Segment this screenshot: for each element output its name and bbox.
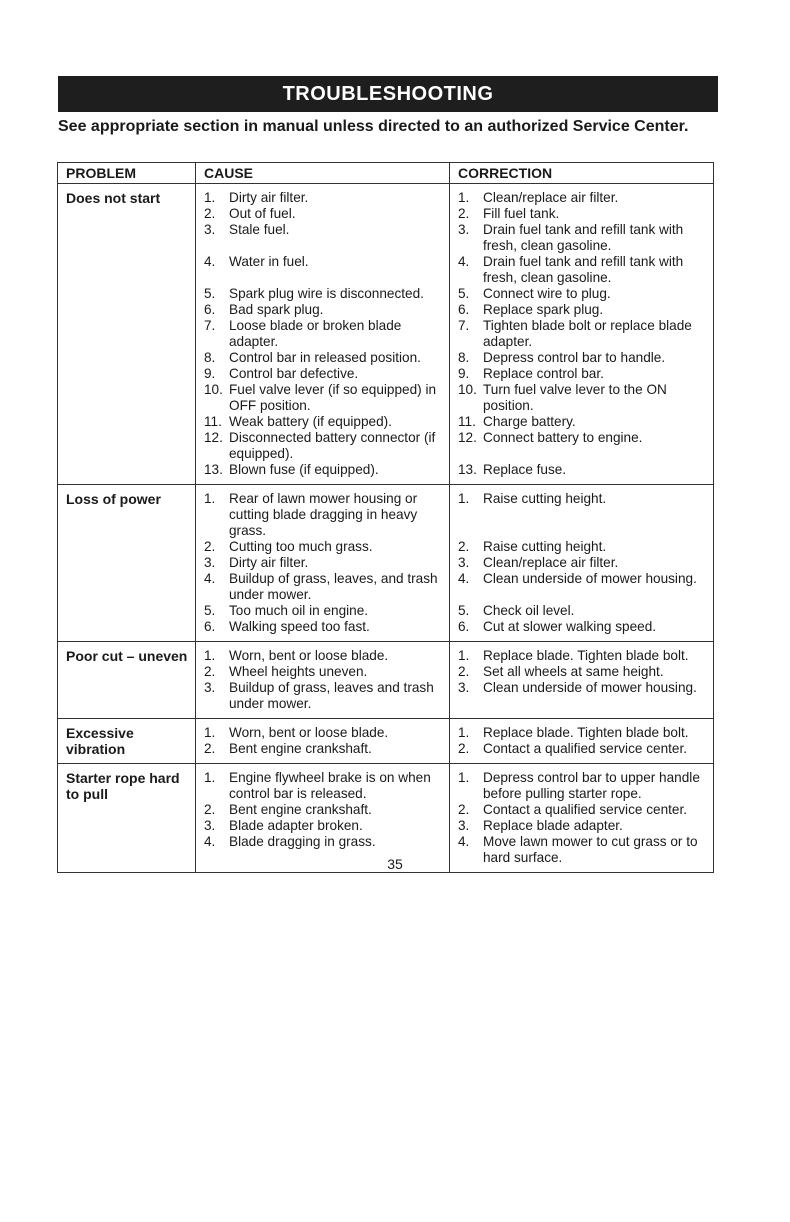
cause-number: 10. [204, 382, 223, 397]
cause-text: Walking speed too fast. [229, 619, 370, 634]
correction-text: Tighten blade bolt or replace blade adapter. [483, 318, 692, 349]
cause-text: Buildup of grass, leaves and trash under mower. [229, 680, 434, 711]
correction-item [458, 725, 711, 741]
correction-number: 10. [458, 382, 477, 397]
correction-text: Set all wheels at same height. [483, 664, 664, 679]
correction-number: 5. [458, 603, 470, 618]
cause-number: 3. [204, 680, 216, 695]
cause-text: Worn, bent or loose blade. [229, 648, 389, 663]
correction-item [458, 206, 711, 222]
cause-text: Blown fuse (if equipped). [229, 462, 379, 477]
correction-item [458, 491, 711, 539]
cause-text: Blade dragging in grass. [229, 834, 376, 849]
correction-text: Clean underside of mower housing. [483, 680, 697, 695]
correction-item [458, 318, 711, 350]
correction-item [458, 302, 711, 318]
correction-number: 2. [458, 802, 470, 817]
correction-list [458, 648, 711, 712]
problem-cell: Loss of power [58, 485, 196, 642]
correction-number: 13. [458, 462, 477, 477]
cause-number: 11. [204, 414, 222, 429]
cause-cell [196, 184, 450, 485]
cause-item [204, 491, 447, 539]
cause-number: 9. [204, 366, 216, 381]
table-row [58, 184, 714, 485]
cause-list [204, 648, 447, 712]
cause-list [204, 725, 447, 757]
cause-item [204, 318, 447, 350]
correction-item [458, 619, 711, 635]
cause-number: 4. [204, 571, 216, 586]
problem-cell: Excessive vibration [58, 719, 196, 764]
correction-cell [450, 642, 714, 719]
correction-item [458, 555, 711, 571]
correction-number: 1. [458, 190, 470, 205]
correction-list [458, 491, 711, 635]
header-cause: CAUSE [196, 163, 450, 184]
cause-text: Weak battery (if equipped). [229, 414, 392, 429]
correction-number: 4. [458, 571, 470, 586]
correction-number: 3. [458, 680, 470, 695]
correction-number: 1. [458, 725, 470, 740]
page-title: TROUBLESHOOTING [58, 76, 718, 112]
correction-text: Charge battery. [483, 414, 576, 429]
table-header-row [58, 163, 714, 184]
cause-text: Disconnected battery connector (if equipped). [229, 430, 436, 461]
correction-item [458, 648, 711, 664]
cause-item [204, 770, 447, 802]
correction-number: 1. [458, 491, 470, 506]
cause-item [204, 571, 447, 603]
cause-number: 4. [204, 834, 216, 849]
cause-item [204, 725, 447, 741]
correction-number: 1. [458, 770, 470, 785]
cause-text: Fuel valve lever (if so equipped) in OFF position. [229, 382, 437, 413]
cause-number: 4. [204, 254, 216, 269]
cause-cell [196, 642, 450, 719]
correction-text: Clean/replace air filter. [483, 190, 619, 205]
correction-text: Replace blade. Tighten blade bolt. [483, 648, 689, 663]
correction-item [458, 818, 711, 834]
cause-number: 5. [204, 286, 216, 301]
cause-number: 1. [204, 648, 216, 663]
correction-number: 2. [458, 539, 470, 554]
correction-text: Contact a qualified service center. [483, 741, 688, 756]
correction-item [458, 539, 711, 555]
correction-number: 3. [458, 555, 470, 570]
correction-number: 2. [458, 206, 470, 221]
troubleshooting-table [57, 162, 714, 873]
cause-item [204, 206, 447, 222]
correction-text: Check oil level. [483, 603, 575, 618]
correction-number: 7. [458, 318, 470, 333]
cause-text: Wheel heights uneven. [229, 664, 368, 679]
cause-text: Bad spark plug. [229, 302, 324, 317]
correction-item [458, 414, 711, 430]
cause-text: Cutting too much grass. [229, 539, 373, 554]
cause-text: Water in fuel. [229, 254, 309, 269]
correction-item [458, 802, 711, 818]
cause-text: Too much oil in engine. [229, 603, 369, 618]
correction-text: Connect battery to engine. [483, 430, 643, 445]
cause-item [204, 680, 447, 712]
correction-item [458, 286, 711, 302]
problem-cell: Does not start [58, 184, 196, 485]
cause-number: 1. [204, 491, 216, 506]
correction-item [458, 254, 711, 286]
correction-number: 5. [458, 286, 470, 301]
cause-list [204, 770, 447, 866]
cause-number: 7. [204, 318, 216, 333]
correction-number: 8. [458, 350, 470, 365]
cause-item [204, 603, 447, 619]
cause-number: 3. [204, 555, 216, 570]
correction-cell [450, 485, 714, 642]
cause-item [204, 555, 447, 571]
correction-text: Replace control bar. [483, 366, 604, 381]
cause-item [204, 286, 447, 302]
cause-item [204, 254, 447, 286]
correction-text: Clean/replace air filter. [483, 555, 619, 570]
correction-number: 2. [458, 664, 470, 679]
correction-number: 2. [458, 741, 470, 756]
correction-number: 11. [458, 414, 476, 429]
correction-cell [450, 719, 714, 764]
cause-cell [196, 719, 450, 764]
cause-number: 2. [204, 664, 216, 679]
cause-number: 12. [204, 430, 223, 445]
correction-item [458, 430, 711, 462]
cause-item [204, 430, 447, 462]
cause-item [204, 802, 447, 818]
cause-item [204, 539, 447, 555]
correction-text: Raise cutting height. [483, 491, 607, 506]
cause-item [204, 222, 447, 254]
cause-text: Worn, bent or loose blade. [229, 725, 389, 740]
correction-cell [450, 184, 714, 485]
cause-number: 5. [204, 603, 216, 618]
cause-item [204, 619, 447, 635]
cause-text: Stale fuel. [229, 222, 290, 237]
correction-item [458, 462, 711, 478]
correction-text: Clean underside of mower housing. [483, 571, 697, 586]
correction-item [458, 770, 711, 802]
cause-item [204, 382, 447, 414]
cause-item [204, 414, 447, 430]
cause-item [204, 302, 447, 318]
cause-text: Loose blade or broken blade adapter. [229, 318, 402, 349]
cause-text: Control bar in released position. [229, 350, 421, 365]
cause-number: 1. [204, 770, 216, 785]
cause-number: 2. [204, 539, 216, 554]
correction-text: Replace blade adapter. [483, 818, 623, 833]
header-problem: PROBLEM [58, 163, 196, 184]
cause-number: 1. [204, 190, 216, 205]
problem-cell: Poor cut – uneven [58, 642, 196, 719]
correction-text: Move lawn mower to cut grass or to hard surface. [483, 834, 698, 865]
correction-text: Turn fuel valve lever to the ON position. [483, 382, 667, 413]
cause-text: Spark plug wire is disconnected. [229, 286, 424, 301]
cause-cell [196, 485, 450, 642]
correction-item [458, 571, 711, 603]
cause-number: 2. [204, 206, 216, 221]
cause-number: 2. [204, 802, 216, 817]
cause-item [204, 366, 447, 382]
cause-number: 8. [204, 350, 216, 365]
correction-number: 4. [458, 254, 470, 269]
correction-text: Fill fuel tank. [483, 206, 560, 221]
correction-text: Replace fuse. [483, 462, 567, 477]
correction-text: Drain fuel tank and refill tank with fresh, clean gasoline. [483, 222, 684, 253]
table-row [58, 719, 714, 764]
correction-number: 6. [458, 302, 470, 317]
cause-text: Engine flywheel brake is on when control bar is released. [229, 770, 431, 801]
cause-item [204, 741, 447, 757]
correction-text: Contact a qualified service center. [483, 802, 688, 817]
intro-note: See appropriate section in manual unless directed to an authorized Service Center. [58, 118, 689, 135]
correction-item [458, 190, 711, 206]
cause-text: Dirty air filter. [229, 190, 309, 205]
correction-item [458, 680, 711, 712]
page-number: 35 [387, 856, 403, 872]
cause-number: 2. [204, 741, 216, 756]
cause-number: 3. [204, 818, 216, 833]
cause-text: Blade adapter broken. [229, 818, 363, 833]
correction-item [458, 222, 711, 254]
correction-item [458, 603, 711, 619]
correction-text: Depress control bar to handle. [483, 350, 666, 365]
cause-number: 6. [204, 302, 216, 317]
cause-number: 1. [204, 725, 216, 740]
correction-item [458, 664, 711, 680]
cause-item [204, 648, 447, 664]
cause-text: Control bar defective. [229, 366, 359, 381]
cause-number: 6. [204, 619, 216, 634]
cause-number: 13. [204, 462, 223, 477]
correction-text: Replace spark plug. [483, 302, 604, 317]
correction-number: 4. [458, 834, 470, 849]
correction-number: 3. [458, 222, 470, 237]
table-body [58, 184, 714, 873]
cause-item [204, 190, 447, 206]
correction-number: 3. [458, 818, 470, 833]
cause-item [204, 818, 447, 834]
correction-list [458, 770, 711, 866]
cause-list [204, 491, 447, 635]
cause-text: Rear of lawn mower housing or cutting blade dragging in heavy grass. [229, 491, 418, 538]
cause-list [204, 190, 447, 478]
header-correction: CORRECTION [450, 163, 714, 184]
cause-text: Dirty air filter. [229, 555, 309, 570]
correction-item [458, 741, 711, 757]
correction-item [458, 366, 711, 382]
correction-text: Depress control bar to upper handle before pulling starter rope. [483, 770, 700, 801]
cause-text: Out of fuel. [229, 206, 296, 221]
cause-item [204, 462, 447, 478]
cause-text: Buildup of grass, leaves, and trash under mower. [229, 571, 438, 602]
correction-text: Raise cutting height. [483, 539, 607, 554]
correction-text: Connect wire to plug. [483, 286, 611, 301]
table-row [58, 485, 714, 642]
table-row [58, 642, 714, 719]
correction-text: Replace blade. Tighten blade bolt. [483, 725, 689, 740]
correction-number: 12. [458, 430, 477, 445]
cause-number: 3. [204, 222, 216, 237]
cause-item [204, 350, 447, 366]
correction-text: Cut at slower walking speed. [483, 619, 657, 634]
correction-item [458, 382, 711, 414]
cause-text: Bent engine crankshaft. [229, 741, 372, 756]
problem-cell: Starter rope hard to pull [58, 764, 196, 873]
correction-text: Drain fuel tank and refill tank with fresh, clean gasoline. [483, 254, 684, 285]
correction-list [458, 190, 711, 478]
correction-number: 9. [458, 366, 470, 381]
correction-number: 6. [458, 619, 470, 634]
cause-text: Bent engine crankshaft. [229, 802, 372, 817]
correction-item [458, 350, 711, 366]
correction-number: 1. [458, 648, 470, 663]
cause-item [204, 664, 447, 680]
correction-list [458, 725, 711, 757]
